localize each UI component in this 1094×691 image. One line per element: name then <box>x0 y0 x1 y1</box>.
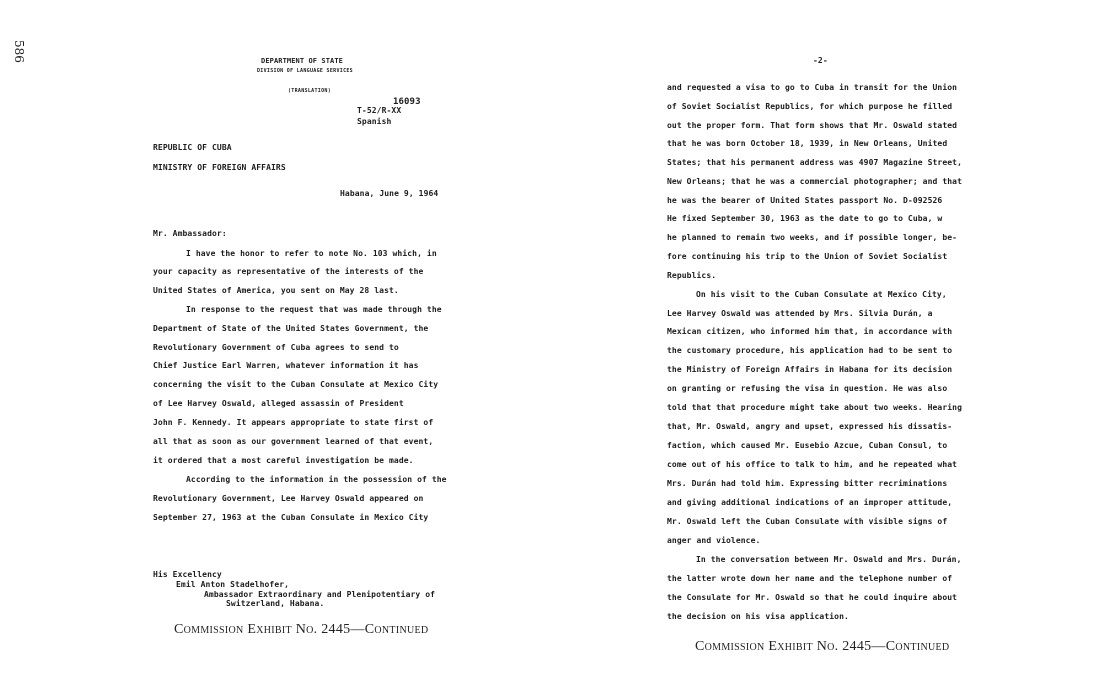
body-line: Revolutionary Government, Lee Harvey Oswald appeared on <box>153 494 424 503</box>
body-line: come out of his office to talk to him, and he repeated what <box>667 460 958 469</box>
body-line: your capacity as representative of the interests of the <box>153 267 424 276</box>
body-line: of Lee Harvey Oswald, alleged assassin of President <box>153 399 404 408</box>
body-line: told that that procedure might take about two weeks. Hearing <box>667 403 962 412</box>
body-line: and giving additional indications of an improper attitude, <box>667 498 953 507</box>
right-page <box>545 0 1094 691</box>
body-line: and requested a visa to go to Cuba in transit for the Union <box>667 83 958 92</box>
body-line: faction, which caused Mr. Eusebio Azcue, Cuban Consul, to <box>667 441 948 450</box>
body-line: According to the information in the possession of the <box>186 475 447 484</box>
body-line: Chief Justice Earl Warren, whatever information it has <box>153 361 419 370</box>
page-marker: -2- <box>813 56 828 65</box>
body-line: on granting or refusing the visa in question. He was also <box>667 384 948 393</box>
body-line: Lee Harvey Oswald was attended by Mrs. Silvia Durán, a <box>667 309 933 318</box>
body-line: anger and violence. <box>667 536 761 545</box>
body-line: In response to the request that was made through the <box>186 305 442 314</box>
body-line: Department of State of the United States Government, the <box>153 324 429 333</box>
addressee-line: Emil Anton Stadelhofer, <box>176 580 290 589</box>
addressee-line: His Excellency <box>153 570 222 579</box>
body-line: He fixed September 30, 1963 as the date to go to Cuba, w <box>667 214 943 223</box>
ministry-heading: MINISTRY OF FOREIGN AFFAIRS <box>153 163 286 172</box>
salutation: Mr. Ambassador: <box>153 229 227 238</box>
body-line: the Ministry of Foreign Affairs in Habana for its decision <box>667 365 953 374</box>
body-line: the decision on his visa application. <box>667 612 849 621</box>
body-line: Revolutionary Government of Cuba agrees to send to <box>153 343 399 352</box>
body-line: Republics. <box>667 271 717 280</box>
body-line: that he was born October 18, 1939, in New Orleans, United <box>667 139 948 148</box>
body-line: fore continuing his trip to the Union of Soviet Socialist <box>667 252 948 261</box>
body-line: he planned to remain two weeks, and if possible longer, be- <box>667 233 958 242</box>
body-line: he was the bearer of United States passport No. D-092526 <box>667 196 943 205</box>
exhibit-caption: Commission Exhibit No. 2445—Continued <box>174 622 429 637</box>
body-line: I have the honor to refer to note No. 103 which, in <box>186 249 437 258</box>
language-label: Spanish <box>357 117 392 126</box>
body-line: Mexican citizen, who informed him that, in accordance with <box>667 327 953 336</box>
body-line: all that as soon as our government learned of that event, <box>153 437 434 446</box>
body-line: it ordered that a most careful investigation be made. <box>153 456 414 465</box>
body-line: States; that his permanent address was 4907 Magazine Street, <box>667 158 962 167</box>
division-heading: DIVISION OF LANGUAGE SERVICES <box>257 68 353 74</box>
body-line: that, Mr. Oswald, angry and upset, expressed his dissatis- <box>667 422 953 431</box>
body-line: concerning the visit to the Cuban Consulate at Mexico City <box>153 380 439 389</box>
body-line: Mr. Oswald left the Cuban Consulate with visible signs of <box>667 517 948 526</box>
body-line: New Orleans; that he was a commercial photographer; and that <box>667 177 962 186</box>
body-line: September 27, 1963 at the Cuban Consulate in Mexico City <box>153 513 429 522</box>
left-page <box>0 0 545 691</box>
page-number: 586 <box>12 40 26 63</box>
department-heading: DEPARTMENT OF STATE <box>261 57 343 65</box>
body-line: On his visit to the Cuban Consulate at Mexico City, <box>696 290 947 299</box>
exhibit-caption: Commission Exhibit No. 2445—Continued <box>695 639 950 654</box>
body-line: In the conversation between Mr. Oswald and Mrs. Durán, <box>696 555 962 564</box>
addressee-line: Switzerland, Habana. <box>226 599 325 608</box>
addressee-line: Ambassador Extraordinary and Plenipotentiary of <box>204 590 436 599</box>
body-line: out the proper form. That form shows that Mr. Oswald stated <box>667 121 958 130</box>
body-line: United States of America, you sent on May 28 last. <box>153 286 399 295</box>
body-line: the customary procedure, his application had to be sent to <box>667 346 953 355</box>
letter-date: Habana, June 9, 1964 <box>340 189 439 198</box>
republic-heading: REPUBLIC OF CUBA <box>153 143 232 152</box>
reference-number: 16093 <box>393 97 421 107</box>
body-line: Mrs. Durán had told him. Expressing bitter recriminations <box>667 479 948 488</box>
body-line: of Soviet Socialist Republics, for which purpose he filled <box>667 102 953 111</box>
body-line: John F. Kennedy. It appears appropriate to state first of <box>153 418 434 427</box>
body-line: the Consulate for Mr. Oswald so that he could inquire about <box>667 593 958 602</box>
reference-codes: T-52/R-XX <box>357 106 402 115</box>
translation-tag: (TRANSLATION) <box>288 88 332 94</box>
body-line: the latter wrote down her name and the telephone number of <box>667 574 953 583</box>
